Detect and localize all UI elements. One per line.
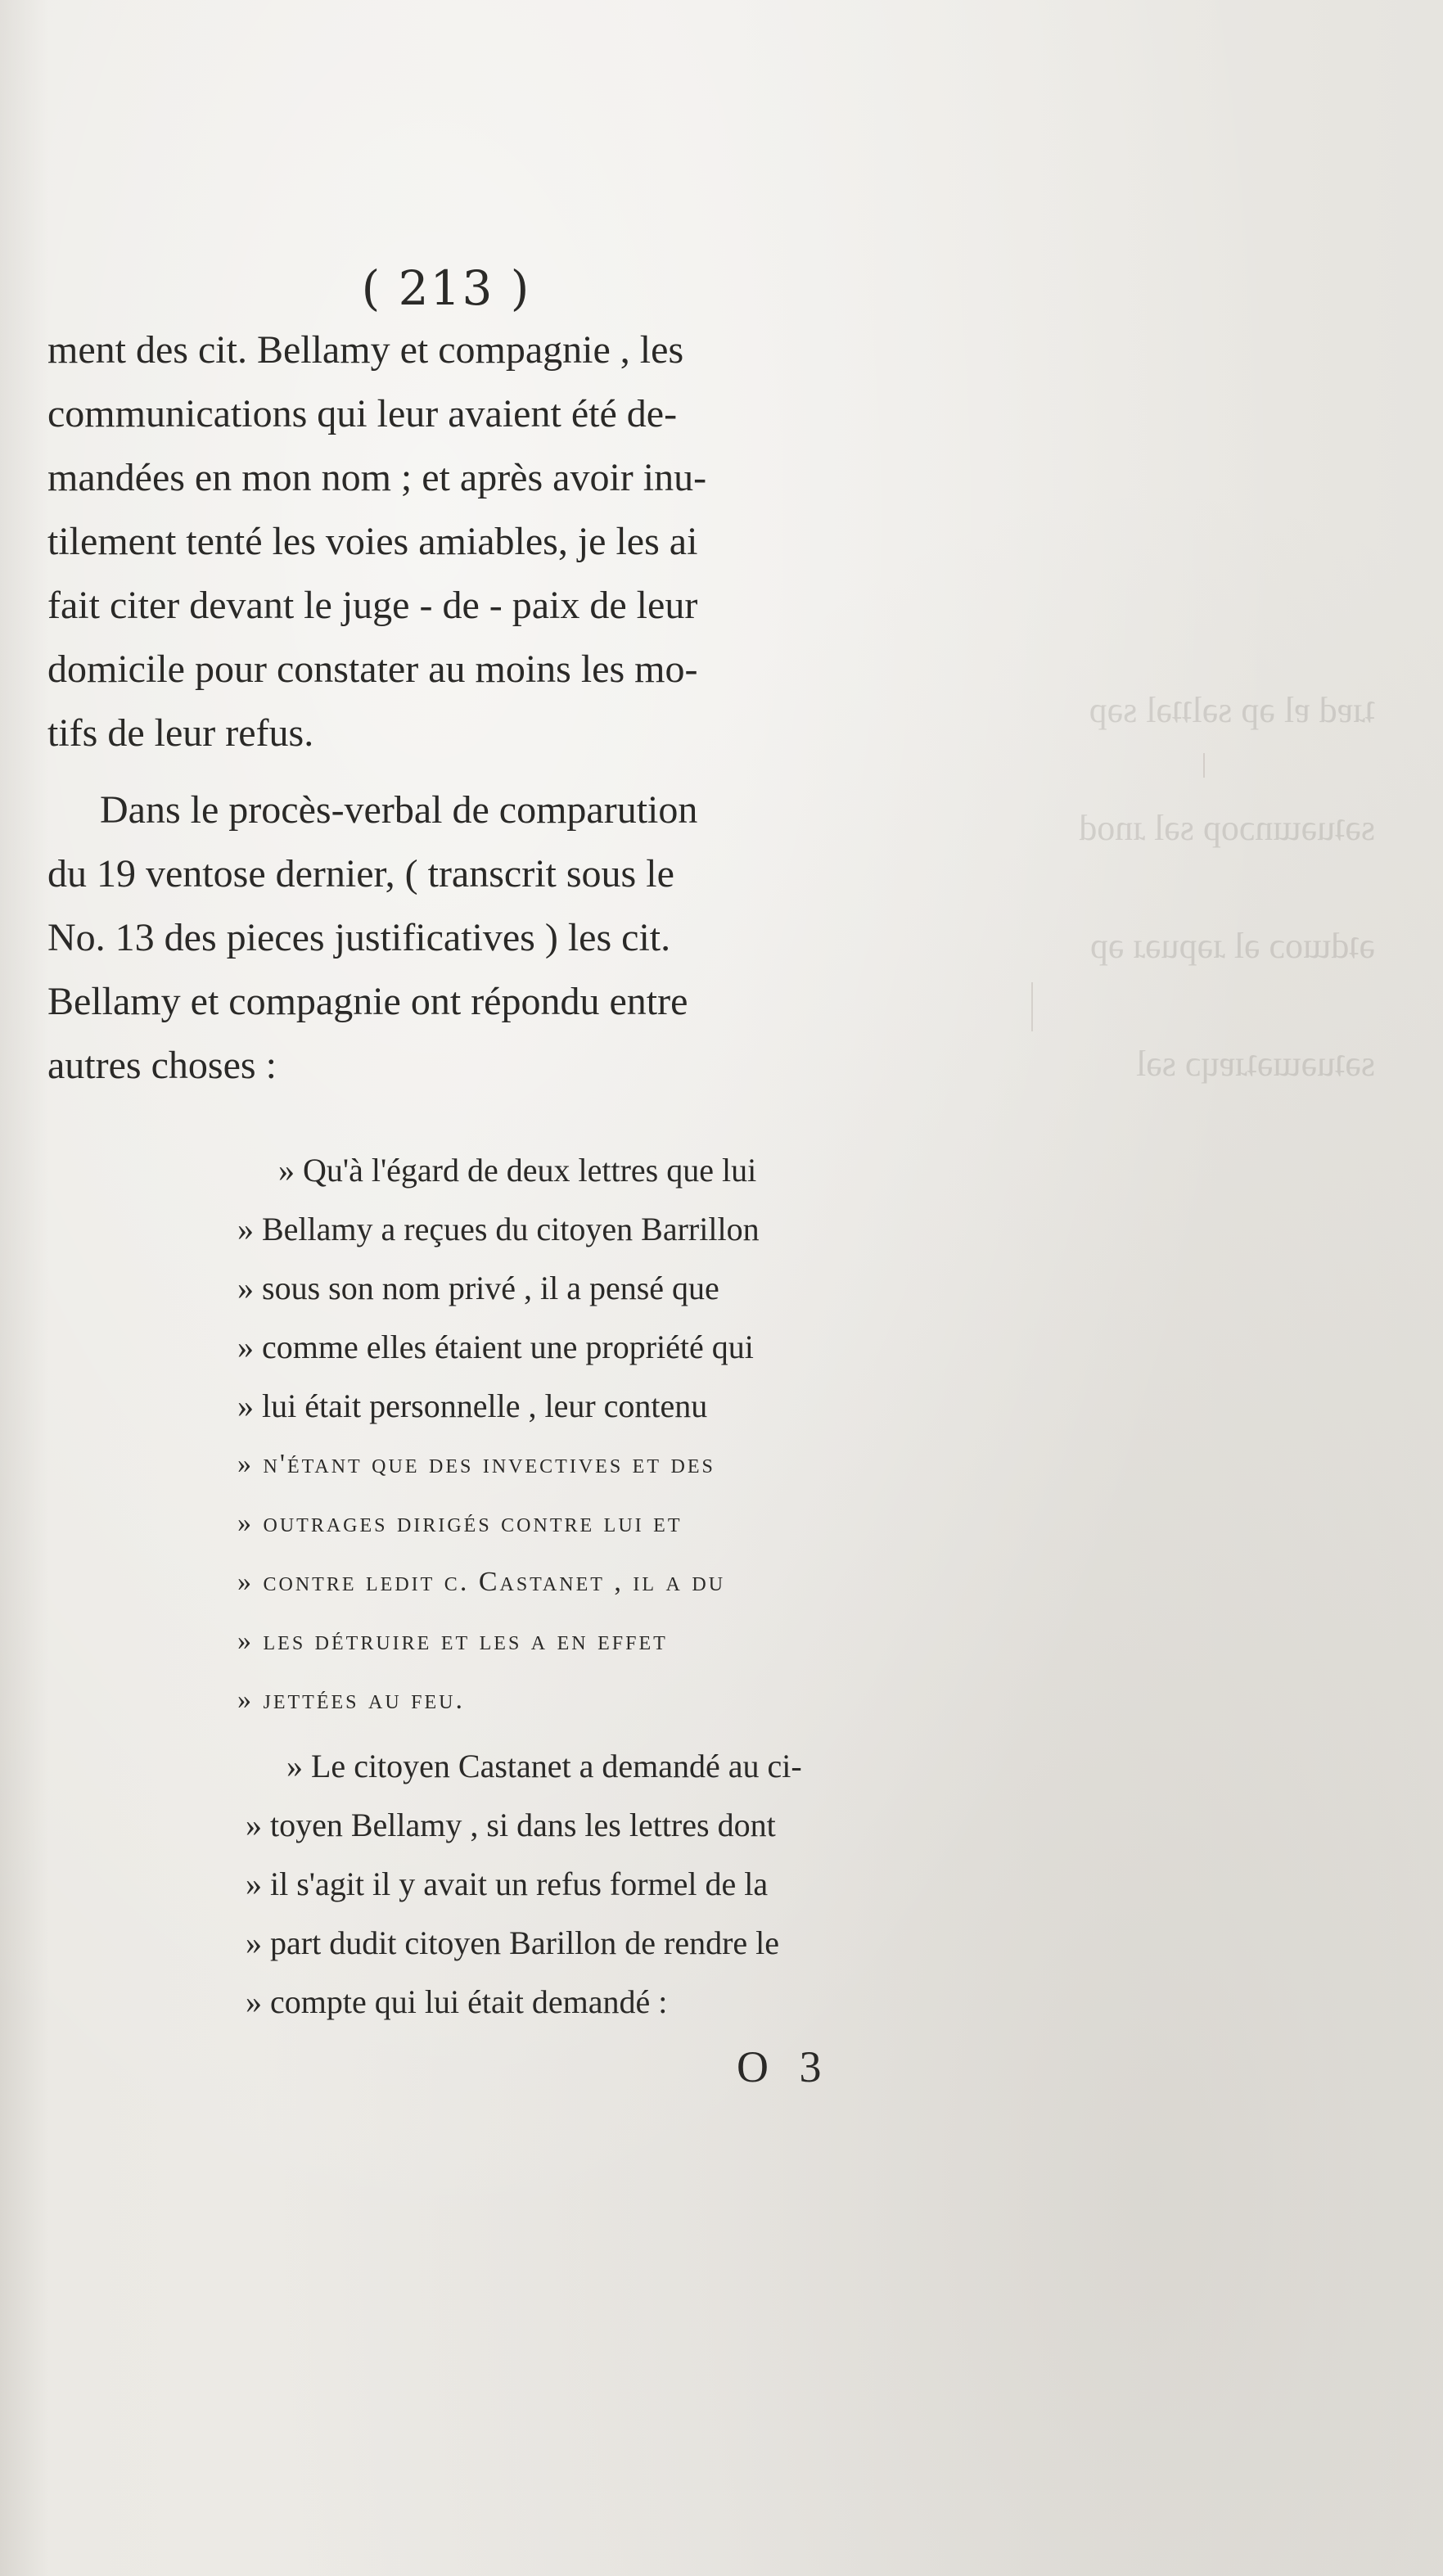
bleed-through-texture: ʇɹɐd ɐl ǝp sǝlʇʇǝl sǝp sǝʇuǝɯnɔop sǝl ɹnod ǝʇdɯoɔ ǝl ɹǝpuǝɹ ǝp sǝʇuǝɯǝʇɹɐɥɔ sǝl xyxy=(1079,690,1375,1084)
paper-mark xyxy=(1031,982,1033,1031)
quote-line: » Qu'à l'égard de deux lettres que lui xyxy=(278,1152,757,1189)
quote-line: » lui était personnelle , leur contenu xyxy=(237,1387,708,1424)
body-line: communications qui leur avaient été de- xyxy=(47,392,678,435)
quote-line: » compte qui lui était demandé : xyxy=(246,1983,668,2020)
quote-line: » il s'agit il y avait un refus formel de la xyxy=(246,1865,769,1902)
quote-line: » contre ledit c. Castanet , il a du xyxy=(237,1567,726,1597)
quote-line: » Bellamy a reçues du citoyen Barrillon xyxy=(237,1211,760,1247)
quote-line: » Le citoyen Castanet a demandé au ci- xyxy=(286,1748,802,1784)
quote-line: » part dudit citoyen Barillon de rendre le xyxy=(246,1924,780,1961)
paper-mark xyxy=(1203,753,1205,778)
signature-mark: O 3 xyxy=(737,2042,832,2091)
body-line: domicile pour constater au moins les mo- xyxy=(47,647,698,691)
quote-line: » jettées au feu. xyxy=(237,1685,465,1715)
body-line: tilement tenté les voies amiables, je les ai xyxy=(47,520,698,563)
body-line: ment des cit. Bellamy et compagnie , les xyxy=(47,328,684,372)
page-number: ( 213 ) xyxy=(361,260,531,316)
quote-line: » outrages dirigés contre lui et xyxy=(237,1508,683,1538)
body-line: Dans le procès-verbal de comparution xyxy=(100,788,698,832)
quote-line: » sous son nom privé , il a pensé que xyxy=(237,1270,719,1306)
body-line: fait citer devant le juge - de - paix de leur xyxy=(47,584,698,627)
body-line: No. 13 des pieces justificatives ) les cit. xyxy=(47,916,671,959)
body-line: Bellamy et compagnie ont répondu entre xyxy=(47,980,688,1023)
quote-line: » n'étant que des invectives et des xyxy=(237,1449,715,1479)
body-line: tifs de leur refus. xyxy=(47,711,314,755)
quote-line: » les détruire et les a en effet xyxy=(237,1626,668,1656)
quote-line: » toyen Bellamy , si dans les lettres dont xyxy=(246,1807,776,1843)
body-line: autres choses : xyxy=(47,1044,277,1087)
body-line: mandées en mon nom ; et après avoir inu- xyxy=(47,456,707,499)
quote-line: » comme elles étaient une propriété qui xyxy=(237,1329,754,1365)
body-line: du 19 ventose dernier, ( transcrit sous le xyxy=(47,852,674,896)
